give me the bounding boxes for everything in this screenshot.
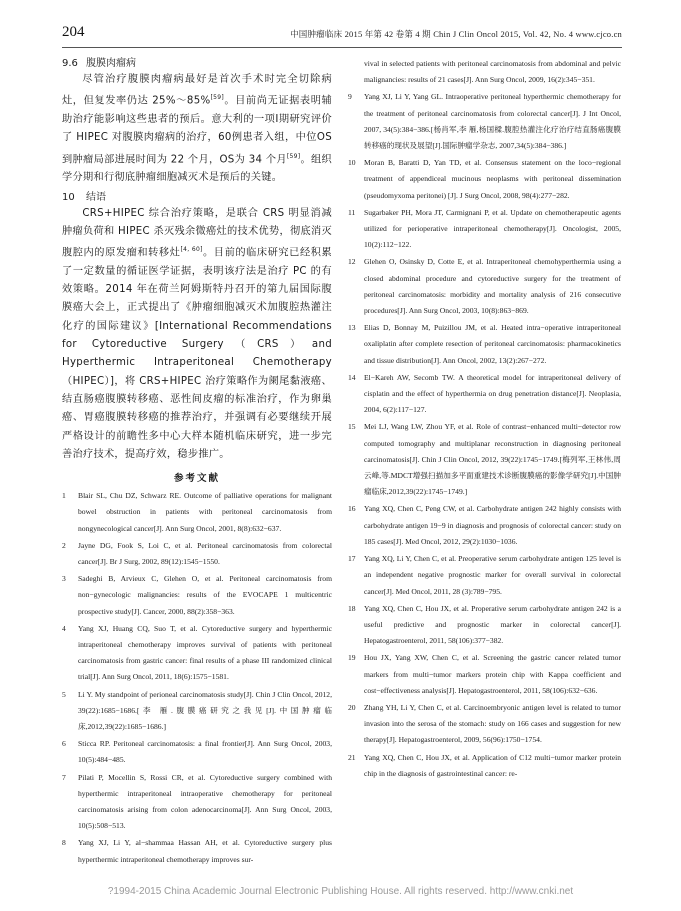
section-9-6-heading: 9.6 腹膜肉瘤病 — [62, 58, 136, 69]
reference-number: 3 — [62, 574, 66, 584]
reference-number: 15 — [348, 422, 356, 432]
left-column — [62, 56, 332, 869]
reference-number: 13 — [348, 323, 356, 333]
reference-text: Yang XJ, Li Y, Yang GL. Intraoperative peritoneal hyperthermic chemotherapy for the treatment of peritoneal carcinomatosis from colorectal cancer[J]. J Int Oncol, 2007, 34(5):384−386.[杨肖军,李 雁,杨国樑.腹腔热灌注化疗治疗结直肠癌腹膜转移癌的现状及展望[J].国际肿瘤学杂志, 2007,34(5):384−386.] — [364, 92, 621, 151]
reference-item — [348, 370, 621, 419]
reference-item — [348, 254, 621, 319]
references-list-right — [348, 89, 621, 782]
reference-text: Yang XQ, Chen C, Peng CW, et al. Carbohydrate antigen 242 highly consists with carbohydrate antigen 19−9 in diagnosis and prognosis of colorectal cancer: study on 185 cases[J]. Med Oncol, 2012, 29(2):1030−1036. — [364, 504, 621, 546]
reference-number: 21 — [348, 752, 356, 762]
reference-text: El−Kareh AW, Secomb TW. A theoretical model for intraperitoneal delivery of cisplatin and the effect of hyperthermia on drug penetration distance[J]. Neoplasia, 2004, 6(2):117−127. — [364, 372, 621, 415]
reference-number: 2 — [62, 540, 66, 550]
citation-sup: [4, 60] — [180, 246, 203, 254]
reference-item — [62, 736, 332, 768]
section-10-heading: 10 结语 — [62, 191, 106, 203]
reference-text: Mei LJ, Wang LW, Zhou YF, et al. Role of contrast−enhanced multi−detector row computed tomography and multiplanar reconstruction in diagnosing peritoneal carcinomatosis[J]. Chin J Clin Oncol, 2012, 39(22):1745−1749.[梅列军,王林伟,周云峰,等.MDCT增强扫描加多平面重建技术诊断腹膜癌的影像学研究[J].中国肿瘤临床,2012,39(22):1745−1749.] — [364, 422, 621, 497]
reference-text: Yang XJ, Huang CQ, Suo T, et al. Cytoreductive surgery and hyperthermic intraperitoneal chemotherapy improves survival of patients with peritoneal carcinomatosis from gastric cancer: final results of a phase III randomized clinical trial[J]. Ann Surg Oncol, 2011, 18(6):1575−1581. — [78, 623, 332, 682]
reference-number: 7 — [62, 772, 66, 782]
reference-item — [348, 601, 621, 650]
reference-item — [348, 320, 621, 369]
reference-item — [348, 650, 621, 699]
reference-number: 8 — [62, 838, 66, 848]
section-10-paragraph: CRS+HIPEC 综合治疗策略，是联合 CRS 明显消减肿瘤负荷和 HIPEC 杀灭残余微癌灶的技术优势，彻底消灭腹腔内的原发瘤和转移灶[4, 60]。目前的临床研究已经积累了一定数量的循证医学证据，表明该疗法是治疗 PC 的有效策略。2014 年在荷兰阿姆斯特丹召开的第九届国际腹膜癌大会上，正式提出了《肿瘤细胞减灭术加腹腔热灌注化疗的国际建议》[International Recommendations for Cytoreductive Surgery（CRS）and Hyperthermic Intraperitoneal Chemotherapy（HIPEC）]，将 CRS+HIPEC 治疗策略作为阑尾黏液癌、结直肠癌腹膜转移癌、恶性间皮瘤的标准治疗，作为卵巢癌、胃癌腹膜转移癌的推荐治疗，并强调有必要继续开展严格设计的前瞻性多中心大样本随机临床研究，进一步完善治疗技术，提高疗效，稳步推广。 — [62, 207, 332, 460]
journal-citation-line: 中国肿瘤临床 2015 年第 42 卷第 4 期 Chin J Clin Oncol 2015, Vol. 42, No. 4 www.cjco.cn — [290, 29, 622, 39]
reference-number: 19 — [348, 653, 356, 663]
reference-item — [62, 488, 332, 537]
right-column — [348, 56, 621, 783]
reference-number: 9 — [348, 92, 352, 102]
reference-number: 16 — [348, 504, 356, 514]
header-rule — [62, 47, 622, 48]
references-list-left — [62, 488, 332, 868]
reference-item — [62, 621, 332, 686]
reference-text: Yang XQ, Li Y, Chen C, et al. Preoperative serum carbohydrate antigen 125 level is an independent negative prognostic marker for overall survival in colorectal cancer[J]. Med Oncol, 2011, 28 (3):789−795. — [364, 554, 621, 596]
reference-text: Sadeghi B, Arvieux C, Glehen O, et al. Peritoneal carcinomatosis from non−gynecologic malignancies: results of the EVOCAPE 1 multicentric prospective study[J]. Cancer, 2000, 88(2):358−363. — [78, 574, 332, 616]
reference-item — [348, 551, 621, 600]
reference-item — [348, 700, 621, 749]
reference-item — [62, 770, 332, 835]
reference-text: Jayne DG, Fook S, Loi C, et al. Peritoneal carcinomatosis from colorectal cancer[J]. Br J Surg, 2002, 89(12):1545−1550. — [78, 540, 332, 566]
reference-number: 5 — [62, 689, 66, 699]
reference-number: 20 — [348, 702, 356, 712]
reference-text: Yang XQ, Chen C, Hou JX, et al. Application of C12 multi−tumor marker protein chip in the diagnosis of gastrointestinal cancer: re- — [364, 752, 621, 778]
copyright-footer: ?1994-2015 China Academic Journal Electronic Publishing House. All rights reserved. http://www.cnki.net — [107, 886, 574, 897]
reference-text: Yang XQ, Chen C, Hou JX, et al. Properative serum carbohydrate antigen 242 is a useful predictive and prognostic marker in colorectal cancer[J]. Hepatogastroenterol, 2011, 58(106):377−382. — [364, 603, 621, 646]
reference-text: Glehen O, Osinsky D, Cotte E, et al. Intraperitoneal chemohyperthermia using a closed abdominal procedure and cytoreductive surgery for the treatment of peritoneal carcinomatosis: morbidity and mortality analysis of 216 consecutive procedures[J]. Ann Surg Oncol, 2003, 10(8):863−869. — [364, 257, 621, 316]
page-number: 204 — [62, 24, 85, 40]
reference-item — [348, 89, 621, 154]
reference-item — [348, 155, 621, 204]
reference-item — [62, 687, 332, 736]
reference-text: Elias D, Bonnay M, Puizillou JM, et al. Heated intra−operative intraperitoneal oxaliplatin after complete resection of peritoneal carcinomatosis: pharmacokinetics and tissue distribution[J]. Ann Oncol, 2002, 13(2):267−272. — [364, 323, 621, 365]
reference-text: Hou JX, Yang XW, Chen C, et al. Screening the gastric cancer related tumor markers from multi−tumor markers protein chip with Kappa coefficient and cost−effectiveness analysis[J]. Hepatogastroenterol, 2011, 58(106):632−636. — [364, 653, 621, 695]
reference-8-continued: vival in selected patients with peritoneal carcinomatosis from abdominal and pelvic malignancies: results of 21 cases[J]. Ann Surg Oncol, 2009, 16(2):345−351. — [364, 59, 621, 85]
reference-item — [62, 835, 332, 867]
reference-number: 1 — [62, 491, 66, 501]
reference-text: Yang XJ, Li Y, al−shammaa Hassan AH, et al. Cytoreductive surgery plus hyperthermic intraperitoneal chemotherapy improves sur- — [78, 838, 332, 864]
reference-number: 10 — [348, 158, 356, 168]
reference-number: 11 — [348, 207, 356, 217]
reference-number: 18 — [348, 603, 356, 613]
reference-number: 4 — [62, 623, 66, 633]
reference-text: Li Y. My standpoint of perioneal carcinomatosis study[J]. Chin J Clin Oncol, 2012, 39(22):1685−1686.[李 雁.腹膜癌研究之我见[J].中国肿瘤临床,2012,39(22):1685−1686.] — [78, 689, 332, 731]
references-title: 参考文献 — [173, 473, 220, 485]
reference-item — [348, 205, 621, 254]
reference-text: Sticca RP. Peritoneal carcinomatosis: a final frontier[J]. Ann Surg Oncol, 2003, 10(5):484−485. — [78, 739, 332, 765]
reference-item — [62, 571, 332, 620]
reference-text: Pilati P, Mocellin S, Rossi CR, et al. Cytoreductive surgery combined with hyperthermic intraperitoneal intraoperative chemotherapy for peritoneal carcinomatosis arising from colon adenocarcinoma[J]. Ann Surg Oncol, 2003, 10(5):508−513. — [78, 772, 332, 831]
reference-number: 12 — [348, 257, 356, 267]
citation-sup: [59] — [286, 152, 301, 160]
page-header — [62, 24, 622, 44]
reference-text: Sugarbaker PH, Mora JT, Carmignani P, et al. Update on chemotherapeutic agents utilized for perioperative intraperitoneal chemotherapy[J]. Oncologist, 2005, 10(2):112−122. — [364, 207, 621, 250]
reference-item — [348, 501, 621, 550]
reference-text: Moran B, Baratti D, Yan TD, et al. Consensus statement on the loco−regional treatment of appendiceal mucinous neoplasms with peritoneal dissemination (pseudomyxoma peritonei) [J]. J Surg Oncol, 2008, 98(4):277−282. — [364, 158, 621, 200]
reference-item — [348, 419, 621, 500]
reference-text: Zhang YH, Li Y, Chen C, et al. Carcinoembryonic antigen level is related to tumor invasion into the serosa of the stomach: study on 166 cases and suggestion for new therapy[J]. Hepatogastroenterol, 2009, 56(96):1750−1754. — [364, 702, 621, 745]
section-9-6-paragraph: 尽管治疗腹膜肉瘤病最好是首次手术时完全切除病灶，但复发率仍达 25%～85%[59]。目前尚无证据表明辅助治疗能影响这些患者的预后。意大利的一项Ⅰ期研究评价了 HIPEC 对腹膜肉瘤病的治疗，60例患者入组，中位OS到肿瘤局部进展时间为 22 个月，OS为 34 个月[59]。组织学分期和行彻底肿瘤细胞减灭术是预后的关键。 — [62, 74, 333, 184]
reference-number: 6 — [62, 739, 66, 749]
reference-number: 17 — [348, 554, 356, 564]
reference-number: 14 — [348, 372, 356, 382]
citation-sup: [59] — [210, 94, 224, 102]
reference-item — [62, 538, 332, 570]
reference-text: Blair SL, Chu DZ, Schwarz RE. Outcome of palliative operations for malignant bowel obstruction in patients with peritoneal carcinomatosis from nongynecological cancer[J]. Ann Surg Oncol, 2001, 8(8):632−637. — [78, 491, 332, 533]
reference-item — [348, 750, 621, 782]
